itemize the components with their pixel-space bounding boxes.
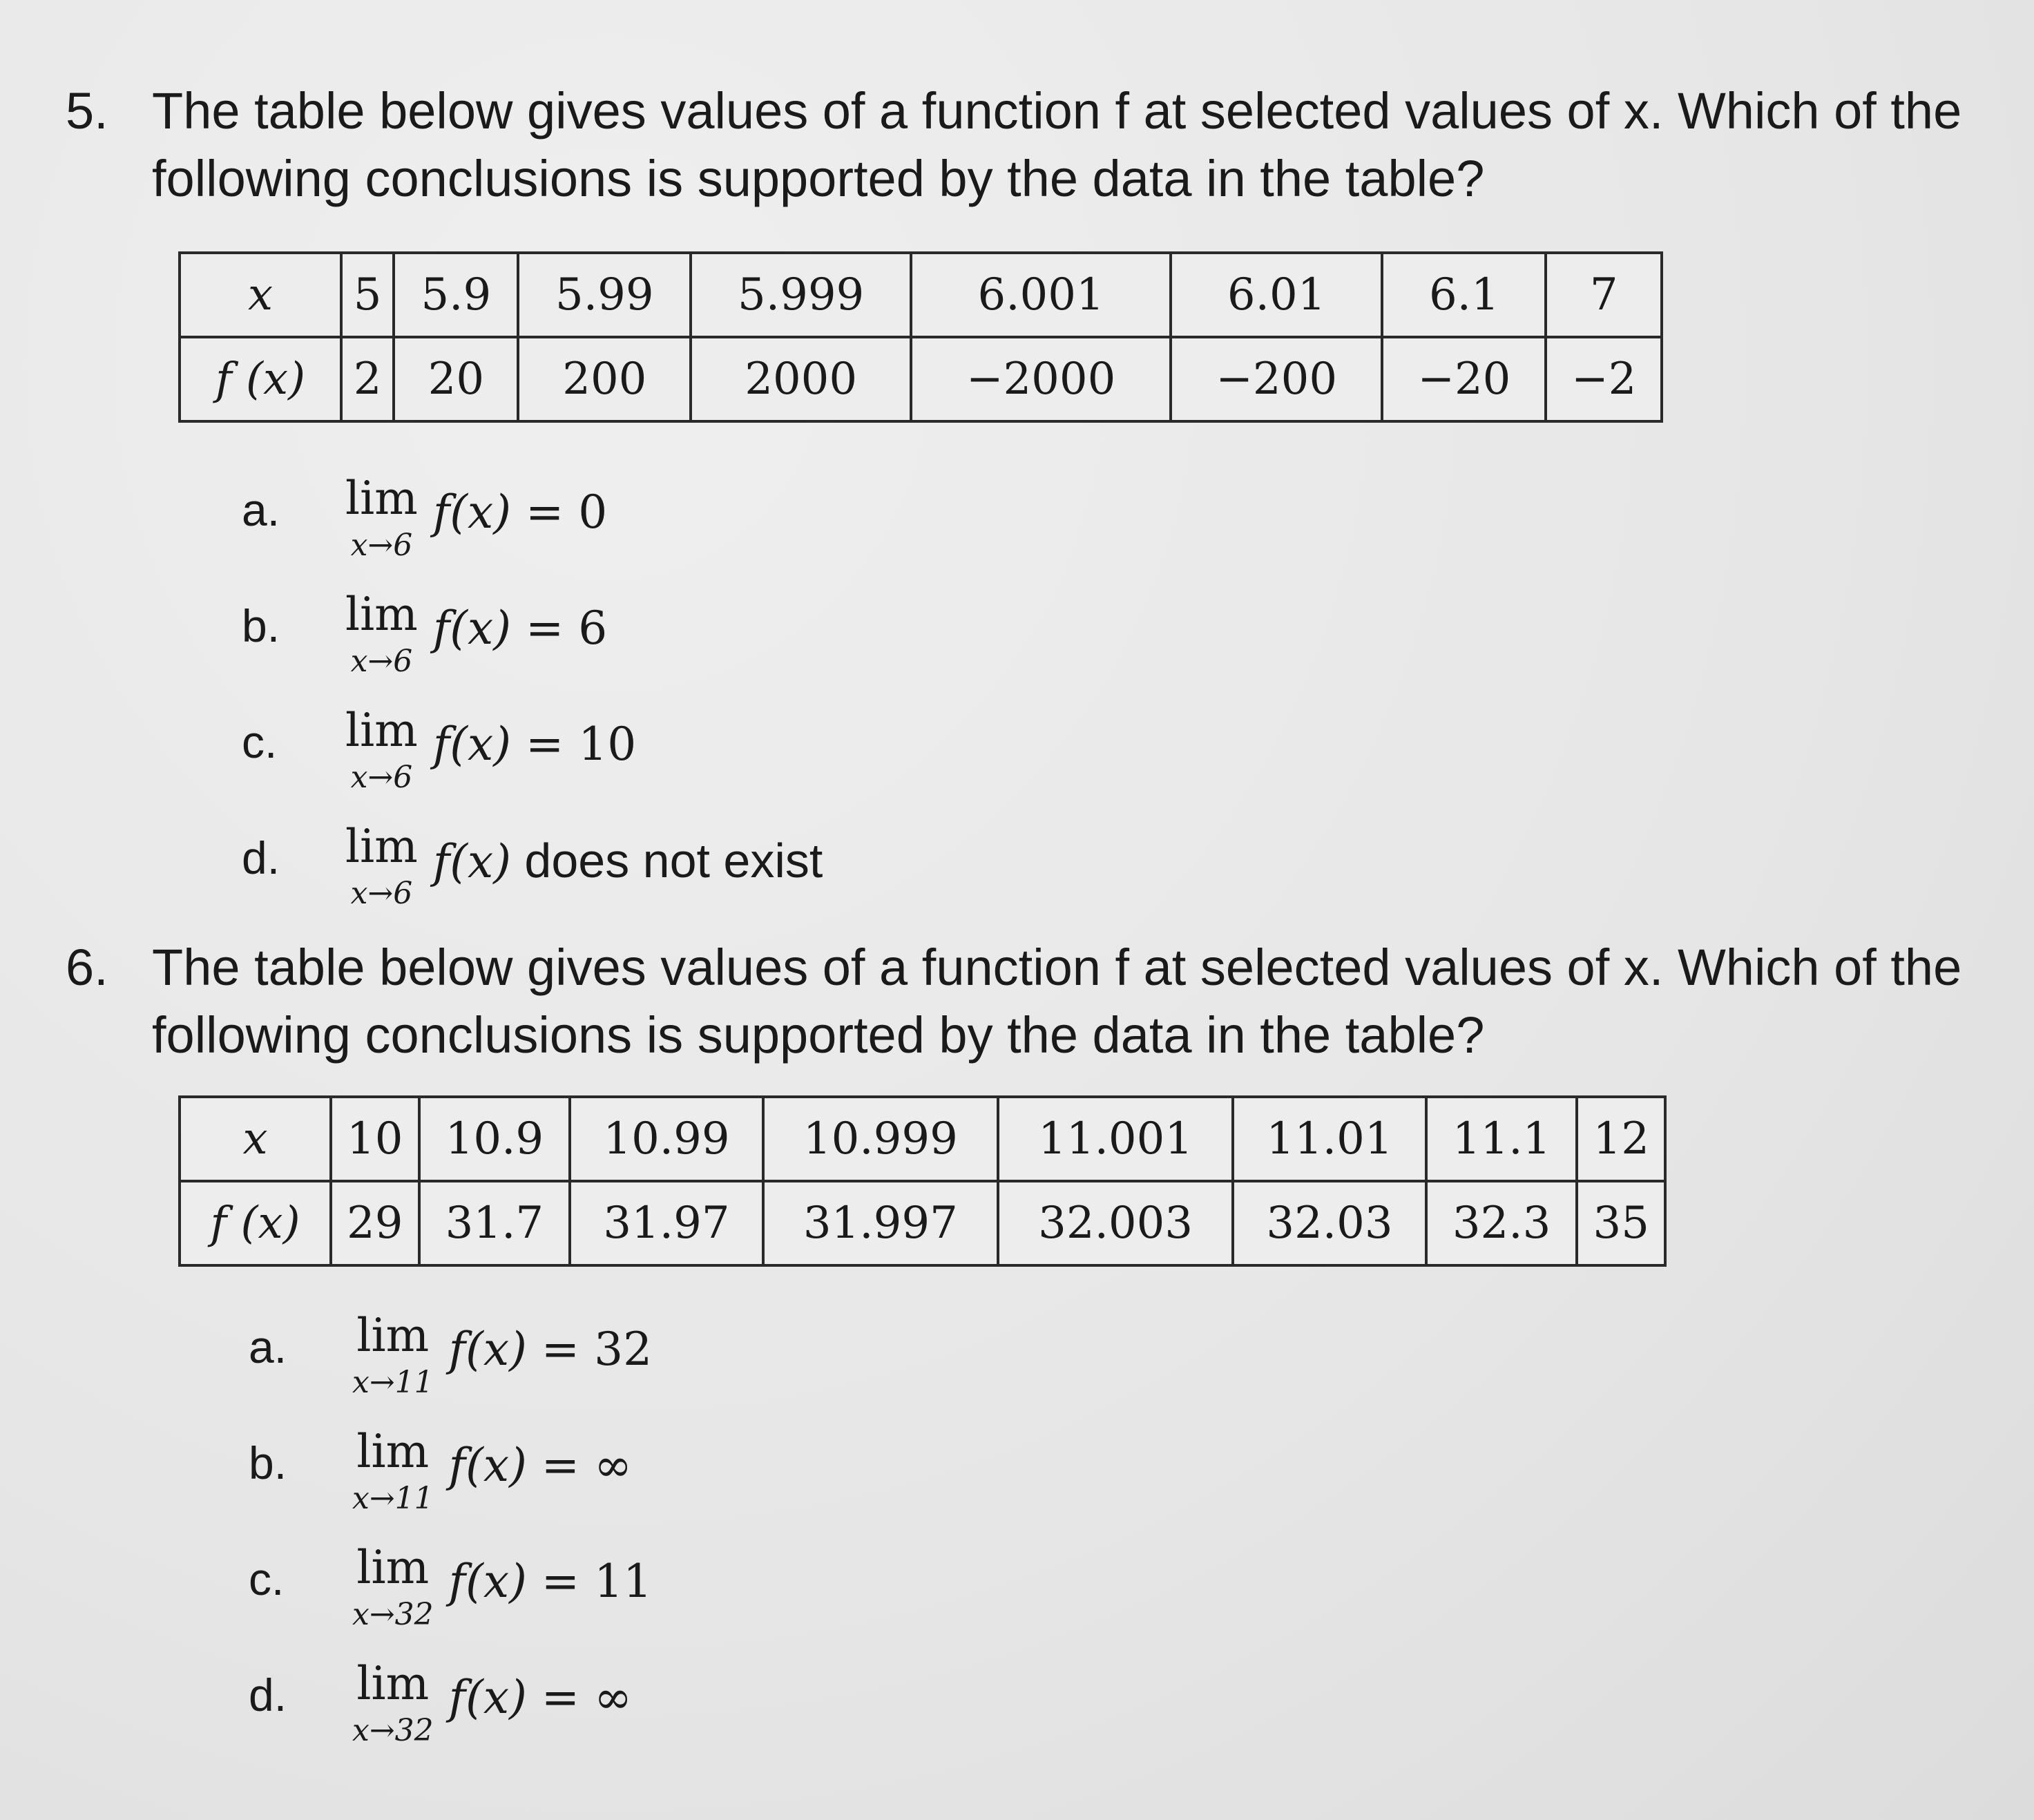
choice-letter: c. <box>242 716 278 767</box>
table-cell: 2 <box>341 337 394 421</box>
table-row-x <box>180 253 1662 337</box>
limit-operator <box>352 1423 434 1517</box>
function-expression: f(x) <box>448 1555 527 1608</box>
limit-operator <box>352 1655 434 1749</box>
limit-expression <box>449 1423 632 1495</box>
lim-label: lim <box>356 1657 430 1710</box>
table-cell: 5.999 <box>691 253 911 337</box>
table-cell: 200 <box>518 337 691 421</box>
function-expression: f(x) <box>432 835 511 888</box>
question-5-prompt <box>66 77 1986 213</box>
table-cell: 5.9 <box>394 253 518 337</box>
table-cell: −20 <box>1382 337 1546 421</box>
table-cell: 5 <box>341 253 394 337</box>
question-6 <box>66 934 1986 1069</box>
function-expression: f(x) <box>432 486 511 539</box>
choice-letter: c. <box>249 1553 285 1605</box>
lim-label: lim <box>345 820 418 873</box>
table-cell: 7 <box>1546 253 1662 337</box>
question-6-prompt <box>66 934 1986 1069</box>
table-cell: 31.7 <box>419 1181 570 1265</box>
table-header-fx: f (x) <box>180 337 341 421</box>
choice-d[interactable] <box>249 1655 652 1771</box>
function-expression: f(x) <box>448 1671 527 1724</box>
choice-letter: b. <box>249 1437 287 1488</box>
choice-letter: b. <box>242 600 280 651</box>
table-cell: −200 <box>1171 337 1382 421</box>
table-cell: 11.1 <box>1426 1097 1577 1181</box>
choice-c[interactable] <box>242 702 823 818</box>
limit-result: = 11 <box>526 1555 653 1608</box>
limit-operator <box>345 818 418 912</box>
limit-expression <box>433 818 823 891</box>
lim-label: lim <box>356 1425 430 1478</box>
q6-choices <box>249 1307 652 1771</box>
choice-b[interactable] <box>249 1423 652 1539</box>
lim-label: lim <box>345 704 418 757</box>
question-text: The table below gives values of a function f at selected values of x. Which of the following conclusions is supported by the data in the table? <box>152 82 1962 207</box>
table-cell: 32.03 <box>1233 1181 1426 1265</box>
lim-subscript: x→32 <box>352 1597 434 1632</box>
lim-label: lim <box>356 1541 430 1594</box>
table-cell: 10.999 <box>763 1097 998 1181</box>
lim-subscript: x→6 <box>350 528 413 563</box>
question-text: The table below gives values of a function f at selected values of x. Which of the following conclusions is supported by the data in the table? <box>152 939 1962 1064</box>
function-expression: f(x) <box>448 1323 527 1376</box>
lim-subscript: x→11 <box>352 1481 434 1516</box>
table-cell: 6.01 <box>1171 253 1382 337</box>
limit-expression <box>449 1539 652 1611</box>
table-cell: 6.001 <box>911 253 1171 337</box>
table-cell: 32.3 <box>1426 1181 1577 1265</box>
limit-result: = ∞ <box>526 1439 633 1492</box>
table-cell: −2 <box>1546 337 1662 421</box>
function-expression: f(x) <box>432 602 511 655</box>
limit-expression <box>449 1655 632 1727</box>
choice-c[interactable] <box>249 1539 652 1655</box>
q5-value-table <box>178 251 1663 423</box>
choice-b[interactable] <box>242 586 823 702</box>
table-row-fx <box>180 337 1662 421</box>
limit-expression <box>433 586 607 658</box>
table-cell: 29 <box>331 1181 419 1265</box>
limit-operator <box>345 586 418 680</box>
limit-expression <box>433 702 636 774</box>
table-cell: 32.003 <box>998 1181 1233 1265</box>
table-cell: 11.001 <box>998 1097 1233 1181</box>
lim-label: lim <box>345 472 418 525</box>
limit-result: = 6 <box>510 602 608 655</box>
choice-letter: a. <box>242 484 280 535</box>
question-number: 5. <box>66 82 108 140</box>
table-cell: 31.97 <box>570 1181 762 1265</box>
table-header-x: x <box>180 1097 331 1181</box>
table-cell: 5.99 <box>518 253 691 337</box>
limit-expression <box>449 1307 652 1379</box>
table-cell: 31.997 <box>763 1181 998 1265</box>
lim-subscript: x→6 <box>350 876 413 911</box>
choice-letter: d. <box>242 832 280 883</box>
lim-label: lim <box>356 1309 430 1362</box>
choice-letter: a. <box>249 1321 287 1372</box>
table-cell: 10.9 <box>419 1097 570 1181</box>
limit-result: = 10 <box>510 718 637 771</box>
table-row-x <box>180 1097 1665 1181</box>
lim-subscript: x→11 <box>352 1365 434 1400</box>
table-cell: 10.99 <box>570 1097 762 1181</box>
table-header-x: x <box>180 253 341 337</box>
table-cell: 35 <box>1577 1181 1665 1265</box>
table-header-fx: f (x) <box>180 1181 331 1265</box>
lim-subscript: x→6 <box>350 644 413 679</box>
limit-result: does not exist <box>510 834 823 888</box>
q5-choices <box>242 470 823 934</box>
limit-operator <box>345 702 418 796</box>
question-5 <box>66 77 1986 213</box>
table-cell: −2000 <box>911 337 1171 421</box>
choice-a[interactable] <box>242 470 823 586</box>
choice-letter: d. <box>249 1669 287 1721</box>
table-row-fx <box>180 1181 1665 1265</box>
table-cell: 2000 <box>691 337 911 421</box>
table-cell: 12 <box>1577 1097 1665 1181</box>
limit-operator <box>352 1307 434 1401</box>
function-expression: f(x) <box>448 1439 527 1492</box>
table-cell: 6.1 <box>1382 253 1546 337</box>
choice-d[interactable] <box>242 818 823 934</box>
q6-value-table <box>178 1095 1667 1267</box>
limit-result: = 0 <box>510 486 608 539</box>
limit-result: = ∞ <box>526 1671 633 1724</box>
table-cell: 11.01 <box>1233 1097 1426 1181</box>
lim-subscript: x→32 <box>352 1713 434 1748</box>
table-cell: 10 <box>331 1097 419 1181</box>
limit-operator <box>345 470 418 564</box>
lim-subscript: x→6 <box>350 760 413 795</box>
limit-result: = 32 <box>526 1323 653 1376</box>
choice-a[interactable] <box>249 1307 652 1423</box>
function-expression: f(x) <box>432 718 511 771</box>
limit-expression <box>433 470 607 542</box>
lim-label: lim <box>345 588 418 641</box>
table-cell: 20 <box>394 337 518 421</box>
limit-operator <box>352 1539 434 1633</box>
question-number: 6. <box>66 939 108 996</box>
